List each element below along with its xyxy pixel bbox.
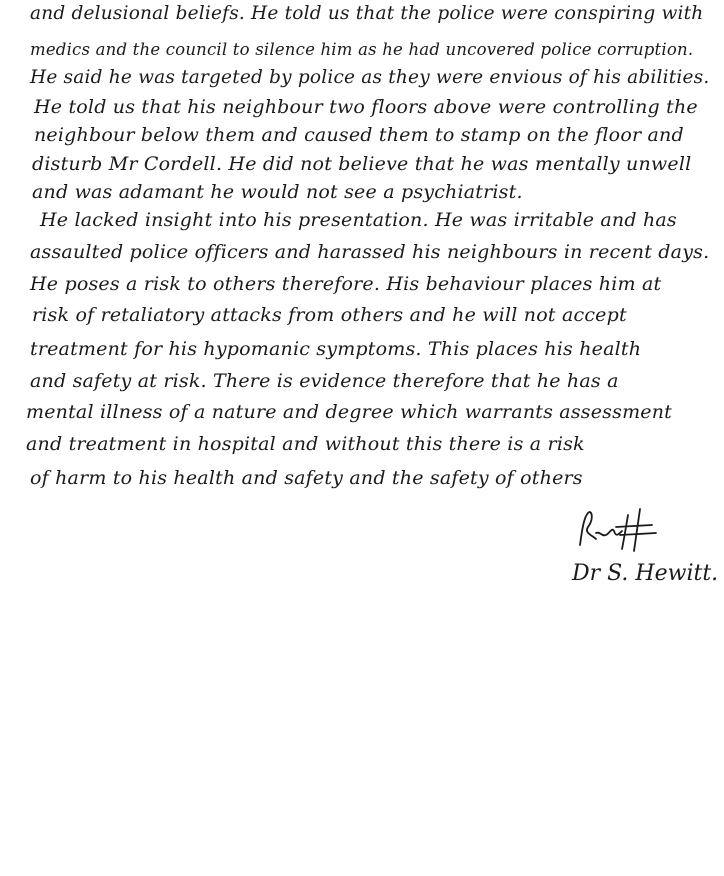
text-line-5: neighbour below them and caused them to stamp on the floor and [34,124,684,146]
text-line-9: assaulted police officers and harassed his neighbours in recent days. [30,241,710,263]
text-line-6: disturb Mr Cordell. He did not believe that he was mentally unwell [32,153,692,175]
text-line-4: He told us that his neighbour two floors above were controlling the [34,96,698,118]
text-line-7: and was adamant he would not see a psychiatrist. [32,181,523,203]
text-line-10: He poses a risk to others therefore. His behaviour places him at [30,273,662,295]
text-line-15: and treatment in hospital and without this there is a risk [26,433,585,455]
text-line-13: and safety at risk. There is evidence therefore that he has a [30,370,619,392]
text-line-12: treatment for his hypomanic symptoms. This places his health [30,338,642,360]
text-line-8: He lacked insight into his presentation. He was irritable and has [40,209,677,231]
text-line-2: medics and the council to silence him as he had uncovered police corruption. [30,40,694,59]
text-line-1: and delusional beliefs. He told us that the police were conspiring with [30,3,704,24]
signatory-name: Dr S. Hewitt. [572,561,719,586]
text-line-16: of harm to his health and safety and the safety of others [30,467,583,489]
text-line-11: risk of retaliatory attacks from others and he will not accept [32,304,627,326]
handwritten-signature [572,505,668,555]
text-line-14: mental illness of a nature and degree which warrants assessment [26,401,673,423]
text-line-3: He said he was targeted by police as they were envious of his abilities. [30,67,710,88]
